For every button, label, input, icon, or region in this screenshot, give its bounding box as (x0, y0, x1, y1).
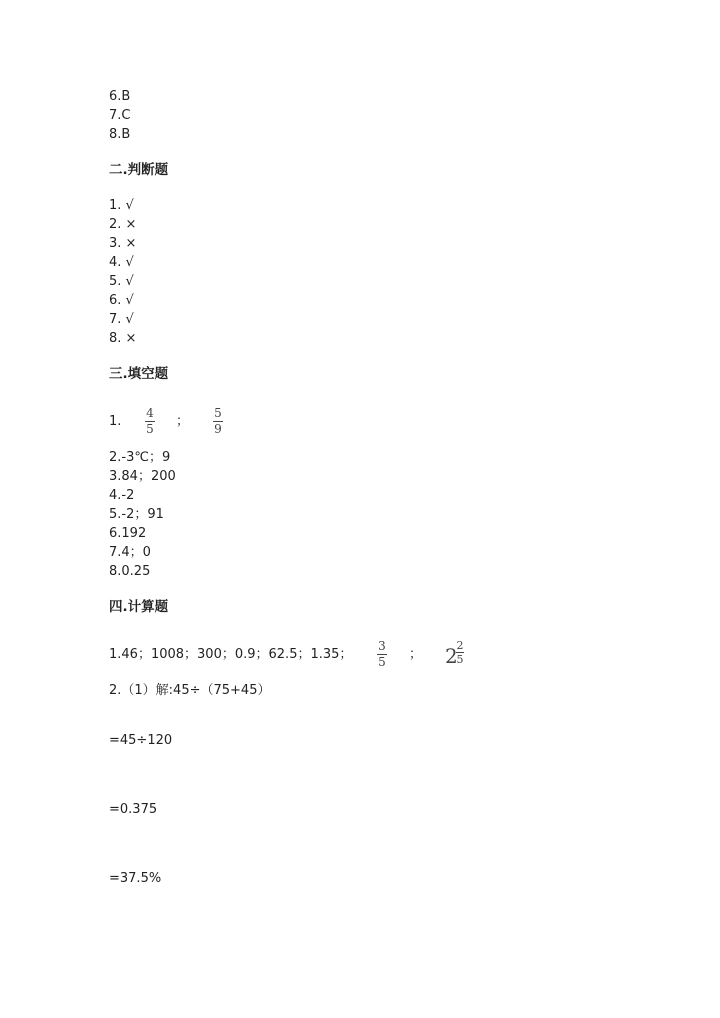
section-heading-calculation: 四.计算题 (109, 599, 169, 615)
judgment-answer: 8. × (109, 331, 137, 346)
fraction-denominator: 5 (456, 653, 464, 666)
fill-answer: 5.-2；91 (109, 507, 164, 522)
section-heading-fill-blank: 三.填空题 (109, 366, 169, 382)
judgment-answer: 3. × (109, 236, 137, 251)
fraction-numerator: 5 (214, 406, 222, 420)
section-heading-judgment: 二.判断题 (109, 162, 169, 178)
fraction-numerator: 3 (378, 639, 386, 653)
fraction-denominator: 9 (214, 422, 222, 436)
fraction-numerator: 2 (456, 639, 464, 652)
separator: ； (409, 647, 423, 662)
fraction (145, 407, 155, 436)
calc-step: 2.（1）解:45÷（75+45） (109, 683, 271, 698)
separator: ； (176, 414, 190, 429)
mixed-number-whole: 2 (445, 644, 458, 668)
fraction-denominator: 5 (146, 422, 154, 436)
fraction-numerator: 4 (146, 406, 154, 420)
calc-step: =0.375 (109, 802, 158, 817)
judgment-answer: 1. √ (109, 198, 134, 213)
fraction-denominator: 5 (378, 655, 386, 669)
fill-answer: 7.4；0 (109, 545, 151, 560)
choice-answer: 8.B (109, 127, 131, 142)
calc-step: =45÷120 (109, 733, 173, 748)
fill-answer: 2.-3℃；9 (109, 450, 171, 465)
choice-answer: 6.B (109, 89, 131, 104)
fill-answer: 6.192 (109, 526, 147, 541)
fill-answer: 4.-2 (109, 488, 135, 503)
judgment-answer: 2. × (109, 217, 137, 232)
fraction (377, 640, 387, 669)
calc-step: =37.5% (109, 871, 162, 886)
judgment-answer: 7. √ (109, 312, 134, 327)
fraction (213, 407, 223, 436)
fraction (456, 640, 464, 665)
fill-answer: 3.84；200 (109, 469, 176, 484)
fill-answer: 8.0.25 (109, 564, 151, 579)
calc-answer-list: 1.46；1008；300；0.9；62.5；1.35； (109, 647, 353, 662)
choice-answer: 7.C (109, 108, 131, 123)
judgment-answer: 4. √ (109, 255, 134, 270)
judgment-answer: 6. √ (109, 293, 134, 308)
fill-answer-number: 1. (109, 414, 122, 429)
judgment-answer: 5. √ (109, 274, 134, 289)
